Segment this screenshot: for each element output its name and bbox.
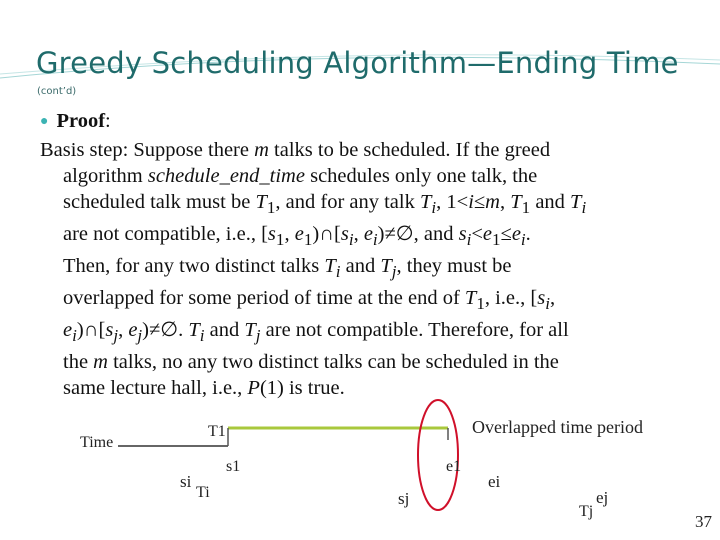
bullet-icon: ● — [40, 114, 49, 129]
Tj-label: Tj — [579, 503, 594, 520]
proof-line: Basis step: Suppose there m talks to be scheduled. If the greed — [40, 139, 551, 161]
slide-subtitle: (cont’d) — [37, 86, 77, 97]
proof-line: same lecture hall, i.e., P(1) is true. — [63, 377, 345, 400]
proof-line: overlapped for some period of time at the end of $T_1$, i.e., [$s_i$, — [63, 287, 556, 314]
proof-line: are not compatible, i.e., [$s_1$, $e_1)\cap[s_i$, $e_i)\ne\emptyset$, and $s_i<e_1\le e_i$. — [63, 223, 531, 250]
proof-line: scheduled talk must be $T_1$, and for any talk $T_i$, 1<i≤m, $T_1$ and $T_i$ — [63, 191, 587, 218]
ei-label: ei — [488, 472, 501, 491]
proof-label: Proof — [56, 110, 106, 132]
time-label: Time — [80, 434, 114, 451]
si-label: si — [180, 472, 192, 491]
proof-line: the m talks, no any two distinct talks can be scheduled in the — [63, 351, 559, 374]
proof-line: $e_i)\cap[s_j$, $e_j)\ne\emptyset$. $T_i$ and $T_j$ are not compatible. Therefore, for all — [63, 319, 569, 346]
slide-title: Greedy Scheduling Algorithm—Ending Time — [36, 46, 679, 80]
overlap-label: Overlapped time period — [472, 417, 643, 437]
e1-label: e1 — [446, 458, 462, 475]
proof-line: Then, for any two distinct talks $T_i$ and $T_j$, they must be — [63, 255, 512, 282]
T1-label: T1 — [208, 423, 226, 440]
ej-label: ej — [596, 488, 609, 507]
sj-label: sj — [398, 489, 410, 508]
proof-heading: ● Proof: — [40, 110, 111, 132]
proof-line: algorithm schedule_end_time schedules only one talk, the — [63, 165, 538, 187]
s1-label: s1 — [226, 458, 241, 475]
Ti-label: Ti — [196, 484, 210, 501]
overlap-ellipse — [418, 400, 458, 510]
page-number: 37 — [695, 512, 712, 531]
